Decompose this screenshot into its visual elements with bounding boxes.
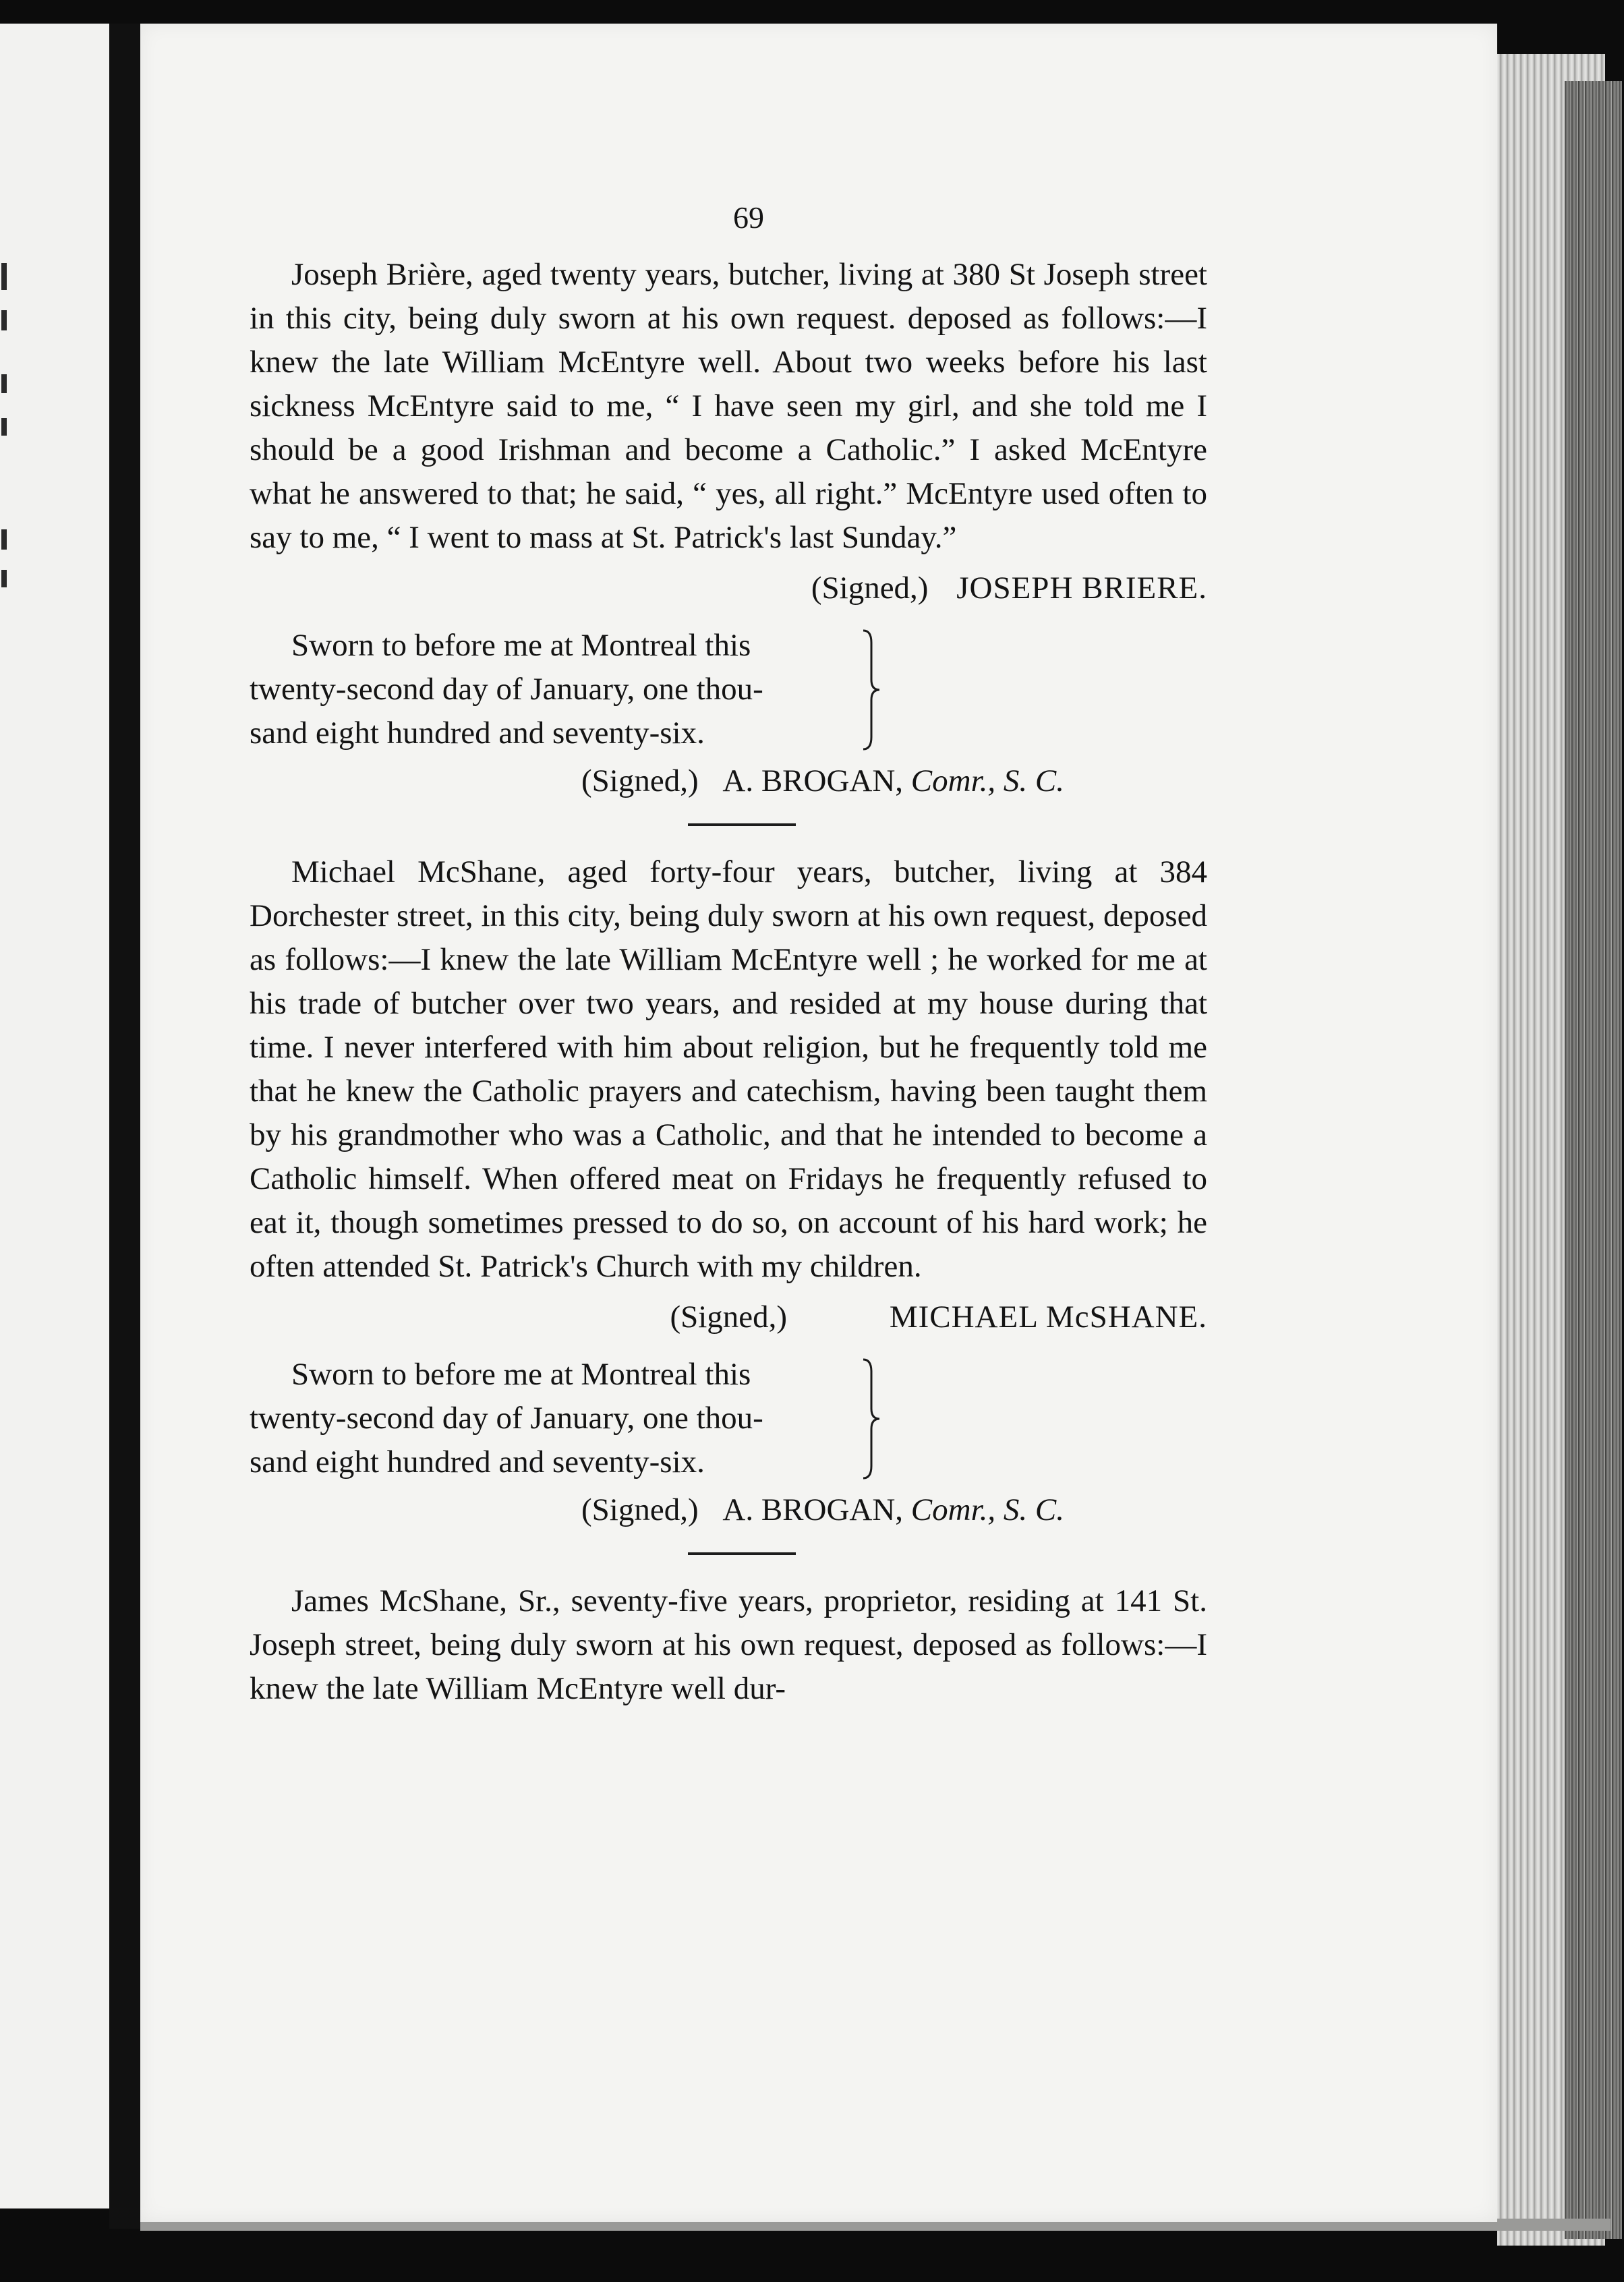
commissioner-name: A. BROGAN, bbox=[722, 763, 904, 798]
curly-brace bbox=[857, 624, 883, 755]
commissioner-signed-label: (Signed,) bbox=[581, 763, 699, 798]
commissioner-title: Comr., S. C. bbox=[910, 1492, 1065, 1527]
commissioner-signed-label: (Signed,) bbox=[581, 1492, 699, 1527]
sworn-line: Sworn to before me at Montreal this bbox=[291, 628, 751, 663]
deposition-briere-signature bbox=[250, 566, 1207, 610]
book-gutter bbox=[109, 24, 142, 2229]
curly-brace bbox=[857, 1353, 883, 1484]
sworn-statement bbox=[250, 1353, 883, 1484]
left-page-text-fragments bbox=[0, 24, 13, 2208]
signed-label: (Signed,) bbox=[811, 570, 929, 606]
sworn-line: Sworn to before me at Montreal this bbox=[291, 1357, 751, 1392]
sworn-line: sand eight hundred and seventy-six. bbox=[250, 1444, 705, 1480]
commissioner-signature bbox=[250, 759, 1207, 803]
deposition-briere-text: Joseph Brière, aged twenty years, butcher, living at 380 St Joseph street in this city, being duly sworn at his own request. deposed as follows:—I knew the late William McEntyre well. About two weeks before his last sickness McEntyre said to me, “ I have seen my girl, and she told me I should be a good Irishman and become a Catholic.” I asked McEntyre what he answered to that; he said, “ yes, all right.” McEntyre used often to say to me, “ I went to mass at St. Patrick's last Sunday.” bbox=[250, 257, 1207, 555]
left-page-edge bbox=[0, 24, 109, 2208]
deposition-mcshane-text: Michael McShane, aged forty-four years, butcher, living at 384 Dorchester street, in this city, being duly sworn at his own request, deposed as follows:—I knew the late William McEntyre well ; he worked for me at his trade of butcher over two years, and resided at my house during that time. I never interfered with him about religion, but he frequently told me that he knew the Catholic prayers and catechism, having been taught them by his grandmother who was a Catholic, and that he intended to become a Catholic himself. When offered meat on Fridays he frequently refused to eat it, though sometimes pressed to do so, on account of his hard work; he often attended St. Patrick's Church with my children. bbox=[250, 854, 1207, 1284]
commissioner-name: A. BROGAN, bbox=[722, 1492, 904, 1527]
page-text bbox=[250, 196, 1207, 1711]
signed-label: (Signed,) bbox=[670, 1299, 788, 1335]
section-divider bbox=[688, 1552, 796, 1555]
page-stack-dark-edges bbox=[1565, 81, 1622, 2239]
signatory-name: JOSEPH BRIERE. bbox=[956, 570, 1207, 606]
section-divider bbox=[688, 823, 796, 826]
sworn-statement bbox=[250, 624, 883, 755]
page-number: 69 bbox=[733, 200, 764, 235]
sworn-line: twenty-second day of January, one thou- bbox=[250, 1401, 763, 1436]
commissioner-signature bbox=[250, 1488, 1207, 1532]
signatory-name: MICHAEL McSHANE. bbox=[889, 1299, 1207, 1335]
deposition-james-mcshane-text: James McShane, Sr., seventy-five years, proprietor, residing at 141 St. Joseph street, being duly sworn at his own request, deposed as follows:—I knew the late William McEntyre well dur- bbox=[250, 1583, 1207, 1706]
sworn-line: sand eight hundred and seventy-six. bbox=[250, 715, 705, 751]
commissioner-title: Comr., S. C. bbox=[910, 763, 1065, 798]
sworn-line: twenty-second day of January, one thou- bbox=[250, 672, 763, 707]
deposition-mcshane-signature bbox=[250, 1295, 1207, 1339]
